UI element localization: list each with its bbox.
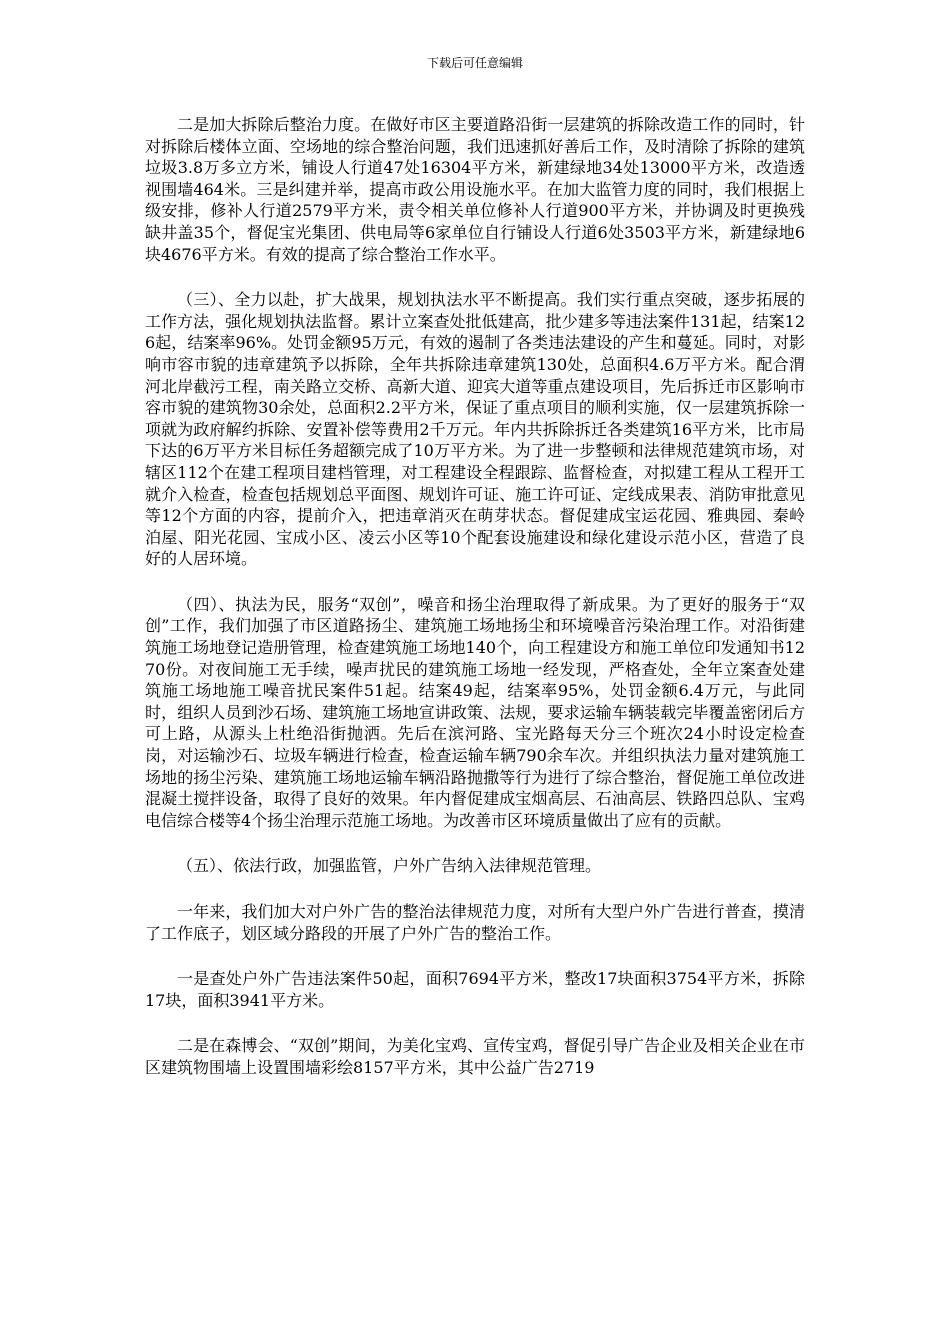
paragraph-outdoor-ads-heading: （五）、依法行政，加强监管，户外广告纳入法律规范管理。 <box>177 856 602 876</box>
paragraph-outdoor-ads-murals: 二是在森博会、“双创”期间，为美化宝鸡、宣传宝鸡，督促引导广告企业及相关企业在市区建筑物围墙上设置围墙彩绘8157平方米，其中公益广告2719 <box>145 1036 805 1077</box>
paragraph-outdoor-ads-overview: 一年来，我们加大对户外广告的整治法律规范力度，对所有大型户外广告进行普查，摸清了工作底子，划区域分路段的开展了户外广告的整治工作。 <box>145 902 805 943</box>
page-header: 下载后可任意编辑 <box>426 56 523 70</box>
paragraph-noise-dust-control: （四）、执法为民，服务“双创”，噪音和扬尘治理取得了新成果。为了更好的服务于“双创”工作，我们加强了市区道路扬尘、建筑施工场地扬尘和环境噪音污染治理工作。对沿街建筑施工场地登记造册管理，检查建筑施工场地140个，向工程建设方和施工单位印发通知书1270份。对夜间施工无手续，噪声扰民的建筑施工场地一经发现，严格查处，全年立案查处建筑施工场地施工噪音扰民案件51起。结案49起，结案率95%，处罚金额6.4万元，与此同时，组织人员到沙石场、建筑施工场地宣讲政策、法规，要求运输车辆装载完毕覆盖密闭后方可上路，从源头上杜绝沿街抛洒。先后在滨河路、宝光路每天分三个班次24小时设定检查岗，对运输沙石、垃圾车辆进行检查，检查运输车辆790余车次。并组织执法力量对建筑施工场地的扬尘污染、建筑施工场地运输车辆沿路抛撒等行为进行了综合整治，督促施工单位改进混凝土搅拌设备，取得了良好的效果。年内督促建成宝烟高层、石油高层、铁路四总队、宝鸡电信综合楼等4个扬尘治理示范施工场地。为改善市区环境质量做出了应有的贡献。 <box>145 594 805 830</box>
paragraph-planning-enforcement: （三）、全力以赴，扩大战果，规划执法水平不断提高。我们实行重点突破，逐步拓展的工作方法，强化规划执法监督。累计立案查处批低建高，批少建多等违法案件131起，结案126起，结案率96%。处罚金额95万元，有效的遏制了各类违法建设的产生和蔓延。同时，对影响市容市貌的违章建筑予以拆除，全年共拆除违章建筑130处，总面积4.6万平方米。配合渭河北岸截污工程，南关路立交桥、高新大道、迎宾大道等重点建设项目，先后拆迁市区影响市容市貌的建筑物30余处，总面积2.2平方米，保证了重点项目的顺利实施，仅一层建筑拆除一项就为政府解约拆除、安置补偿等费用2千万元。年内共拆除拆迁各类建筑16平方米，比市局下达的6万平方米目标任务超额完成了10万平方米。为了进一步整顿和法律规范建筑市场，对辖区112个在建工程项目建档管理，对工程建设全程跟踪、监督检查，对拟建工程从工程开工就介入检查，检查包括规划总平面图、规划许可证、施工许可证、定线成果表、消防审批意见等12个方面的内容，提前介入，把违章消灭在萌芽状态。督促建成宝运花园、雅典园、秦岭泊屋、阳光花园、宝成小区、凌云小区等10个配套设施建设和绿化建设示范小区，营造了良好的人居环境。 <box>145 290 805 569</box>
paragraph-demolition-renovation: 二是加大拆除后整治力度。在做好市区主要道路沿街一层建筑的拆除改造工作的同时，针对拆除后楼体立面、空场地的综合整治问题，我们迅速抓好善后工作，及时清除了拆除的建筑垃圾3.8万多立方米，铺设人行道47处16304平方米，新建绿地34处13000平方米，改造透视围墙464米。三是纠建并举，提高市政公用设施水平。在加大监管力度的同时，我们根据上级安排，修补人行道2579平方米，责令相关单位修补人行道900平方米，并协调及时更换残缺井盖35个，督促宝光集团、供电局等6家单位自行铺设人行道6处3503平方米，新建绿地6块4676平方米。有效的提高了综合整治工作水平。 <box>145 115 805 264</box>
paragraph-outdoor-ads-cases: 一是查处户外广告违法案件50起，面积7694平方米，整改17块面积3754平方米，拆除17块，面积3941平方米。 <box>145 969 805 1010</box>
document-body <box>145 114 805 1079</box>
